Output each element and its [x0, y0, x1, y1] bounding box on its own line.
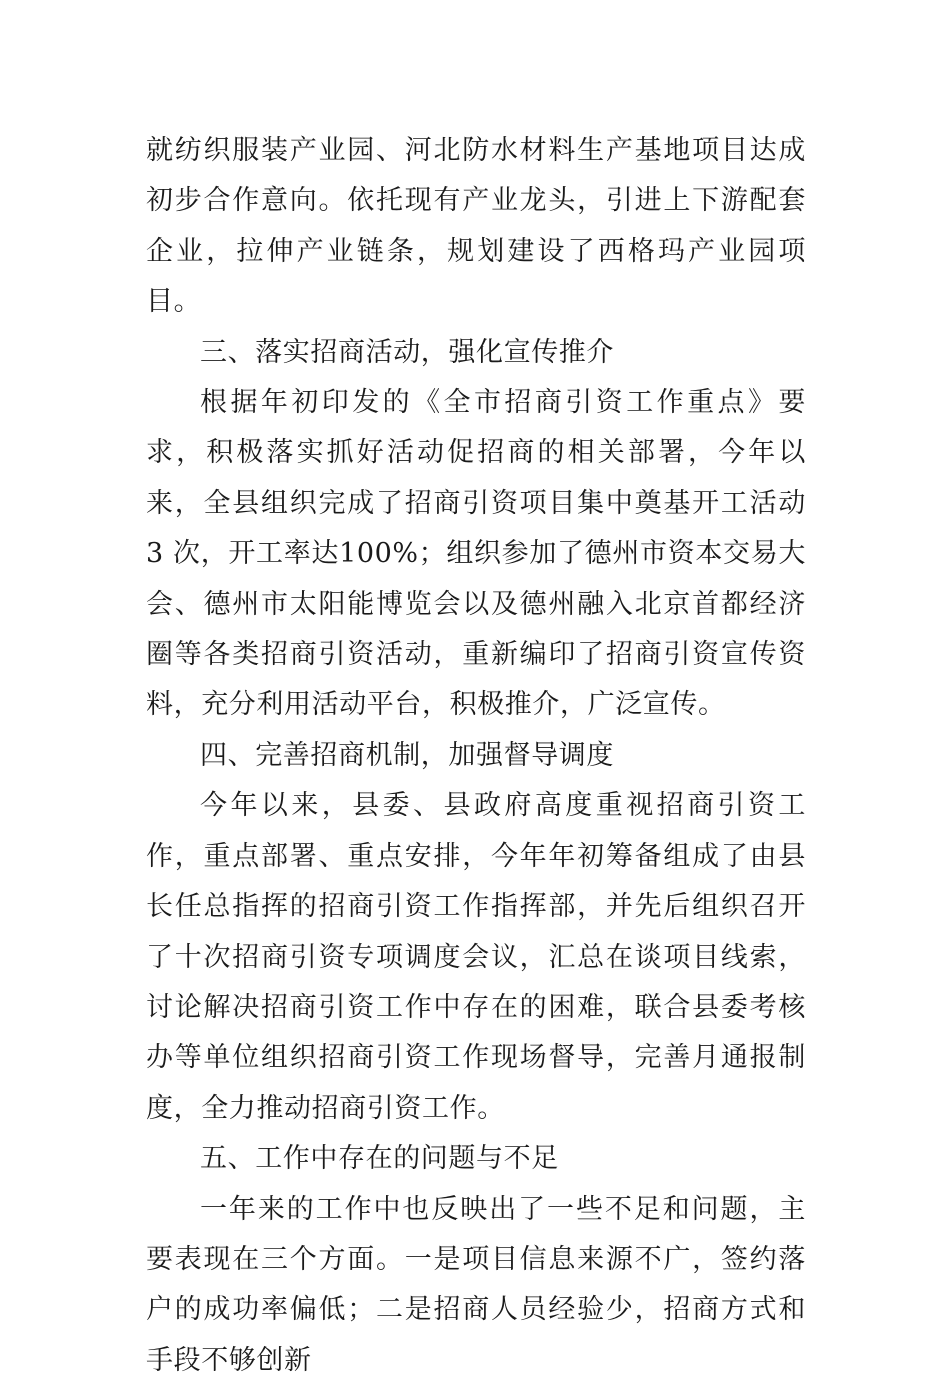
paragraph-section-5: 一年来的工作中也反映出了一些不足和问题，主要表现在三个方面。一是项目信息来源不广，签约落户的成功率偏低；二是招商人员经验少，招商方式和手段不够创新: [146, 1193, 806, 1376]
paragraph-section-4: 今年以来，县委、县政府高度重视招商引资工作，重点部署、重点安排，今年年初筹备组成了由县长任总指挥的招商引资工作指挥部，并先后组织召开了十次招商引资专项调度会议，汇总在谈项目线索，讨论解决招商引资工作中存在的困难，联合县委考核办等单位组织招商引资工作现场督导，完善月通报制度，全力推动招商引资工作。: [146, 790, 806, 1124]
paragraph-section-3: 根据年初印发的《全市招商引资工作重点》要求，积极落实抓好活动促招商的相关部署，今年以来，全县组织完成了招商引资项目集中奠基开工活动 3 次，开工率达100%；组织参加了德州市资本交易大会、德州市太阳能博览会以及德州融入北京首都经济圈等各类招商引资活动，重新编印了招商引资宣传资料，充分利用活动平台，积极推介，广泛宣传。: [146, 387, 806, 721]
section-heading-4: 四、完善招商机制，加强督导调度: [200, 739, 614, 771]
section-heading-5: 五、工作中存在的问题与不足: [200, 1143, 559, 1175]
paragraph-continuation: 就纺织服装产业园、河北防水材料生产基地项目达成初步合作意向。依托现有产业龙头，引进上下游配套企业，拉伸产业链条，规划建设了西格玛产业园项目。: [146, 135, 806, 318]
section-heading-3: 三、落实招商活动，强化宣传推介: [200, 336, 614, 368]
document-body: [146, 126, 806, 1386]
